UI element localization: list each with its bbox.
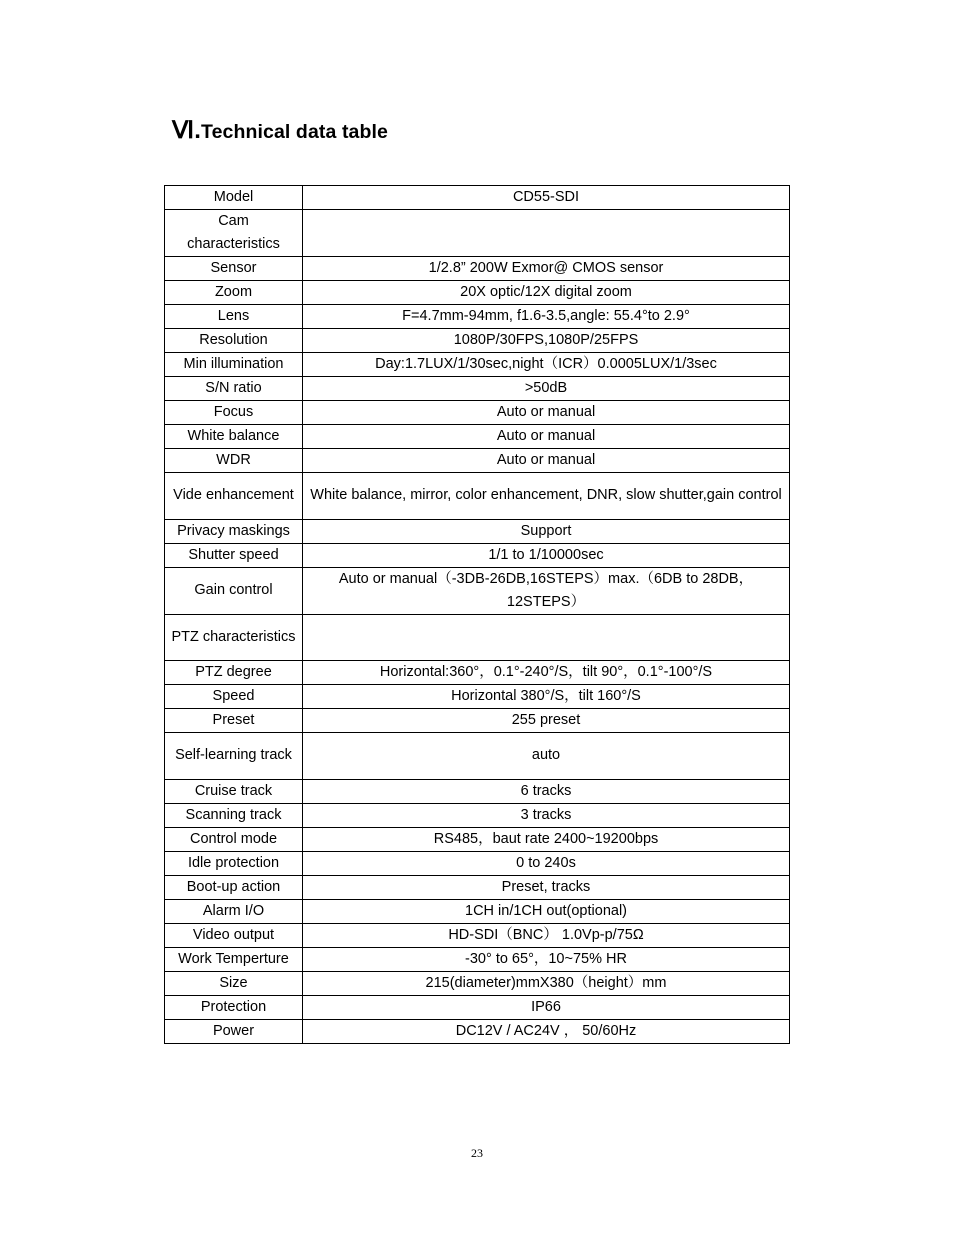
spec-value-cell: 1/1 to 1/10000sec xyxy=(303,543,790,567)
spec-label-cell: S/N ratio xyxy=(165,377,303,401)
table-row xyxy=(165,377,790,401)
table-row xyxy=(165,425,790,449)
table-row xyxy=(165,875,790,899)
spec-value-cell: Day:1.7LUX/1/30sec,night（ICR）0.0005LUX/1/3sec xyxy=(303,353,790,377)
table-row xyxy=(165,519,790,543)
table-row xyxy=(165,401,790,425)
table-row xyxy=(165,329,790,353)
table-row xyxy=(165,923,790,947)
spec-label-cell: Resolution xyxy=(165,329,303,353)
spec-value-cell xyxy=(303,614,790,661)
spec-label-cell: Cam characteristics xyxy=(165,210,303,257)
table-row xyxy=(165,353,790,377)
spec-value-cell: 1080P/30FPS,1080P/25FPS xyxy=(303,329,790,353)
spec-value-cell: IP66 xyxy=(303,995,790,1019)
spec-label-cell: Lens xyxy=(165,305,303,329)
spec-label-cell: WDR xyxy=(165,449,303,473)
table-row xyxy=(165,899,790,923)
spec-value-cell: CD55-SDI xyxy=(303,186,790,210)
spec-value-cell xyxy=(303,210,790,257)
spec-value-cell: 3 tracks xyxy=(303,803,790,827)
spec-label-cell: Sensor xyxy=(165,257,303,281)
spec-label-cell: Model xyxy=(165,186,303,210)
table-row xyxy=(165,995,790,1019)
spec-value-cell: >50dB xyxy=(303,377,790,401)
table-row xyxy=(165,305,790,329)
spec-label-cell: Video output xyxy=(165,923,303,947)
table-row xyxy=(165,473,790,520)
table-row xyxy=(165,779,790,803)
table-row xyxy=(165,257,790,281)
table-row xyxy=(165,971,790,995)
table-row xyxy=(165,543,790,567)
spec-label-cell: Focus xyxy=(165,401,303,425)
spec-label-cell: Boot-up action xyxy=(165,875,303,899)
spec-label-cell: Size xyxy=(165,971,303,995)
spec-label-cell: Zoom xyxy=(165,281,303,305)
spec-label-cell: Power xyxy=(165,1019,303,1043)
spec-label-cell: Speed xyxy=(165,685,303,709)
table-row xyxy=(165,685,790,709)
table-row xyxy=(165,827,790,851)
spec-value-cell: HD-SDI（BNC） 1.0Vp-p/75Ω xyxy=(303,923,790,947)
table-row xyxy=(165,661,790,685)
spec-label-cell: PTZ characteristics xyxy=(165,614,303,661)
spec-label-cell: Preset xyxy=(165,709,303,733)
spec-value-cell: 0 to 240s xyxy=(303,851,790,875)
spec-label-cell: Min illumination xyxy=(165,353,303,377)
table-row xyxy=(165,186,790,210)
section-heading xyxy=(172,116,388,145)
spec-label-cell: Protection xyxy=(165,995,303,1019)
spec-value-cell: Horizontal:360°，0.1°-240°/S，tilt 90°，0.1°-100°/S xyxy=(303,661,790,685)
spec-value-cell: 1CH in/1CH out(optional) xyxy=(303,899,790,923)
spec-label-cell: White balance xyxy=(165,425,303,449)
spec-value-cell: DC12V / AC24V ， 50/60Hz xyxy=(303,1019,790,1043)
spec-value-cell: 215(diameter)mmX380（height）mm xyxy=(303,971,790,995)
spec-value-cell: Auto or manual xyxy=(303,401,790,425)
table-row xyxy=(165,1019,790,1043)
page-number: 23 xyxy=(471,1146,483,1160)
table-row xyxy=(165,614,790,661)
table-row xyxy=(165,709,790,733)
table-row xyxy=(165,449,790,473)
spec-label-cell: Gain control xyxy=(165,567,303,614)
section-numeral: Ⅵ. xyxy=(172,117,202,144)
spec-label-cell: Self-learning track xyxy=(165,733,303,780)
table-row xyxy=(165,851,790,875)
spec-label-cell: Idle protection xyxy=(165,851,303,875)
technical-data-table-body xyxy=(165,186,790,1044)
spec-label-cell: PTZ degree xyxy=(165,661,303,685)
spec-label-cell: Work Temperture xyxy=(165,947,303,971)
table-row xyxy=(165,733,790,780)
spec-value-cell: Horizontal 380°/S，tilt 160°/S xyxy=(303,685,790,709)
spec-value-cell: 1/2.8” 200W Exmor@ CMOS sensor xyxy=(303,257,790,281)
spec-value-cell: RS485，baut rate 2400~19200bps xyxy=(303,827,790,851)
spec-label-cell: Control mode xyxy=(165,827,303,851)
spec-value-cell: 255 preset xyxy=(303,709,790,733)
table-row xyxy=(165,803,790,827)
spec-label-cell: Vide enhancement xyxy=(165,473,303,520)
spec-value-cell: 6 tracks xyxy=(303,779,790,803)
spec-label-cell: Alarm I/O xyxy=(165,899,303,923)
spec-value-cell: 20X optic/12X digital zoom xyxy=(303,281,790,305)
spec-label-cell: Scanning track xyxy=(165,803,303,827)
spec-value-cell: Auto or manual xyxy=(303,449,790,473)
table-row xyxy=(165,210,790,257)
spec-value-cell: F=4.7mm-94mm, f1.6-3.5,angle: 55.4°to 2.9° xyxy=(303,305,790,329)
spec-label-cell: Shutter speed xyxy=(165,543,303,567)
spec-value-cell: Auto or manual xyxy=(303,425,790,449)
spec-value-cell: Preset, tracks xyxy=(303,875,790,899)
spec-value-cell: White balance, mirror, color enhancement, DNR, slow shutter,gain control xyxy=(303,473,790,520)
spec-value-cell: auto xyxy=(303,733,790,780)
spec-label-cell: Privacy maskings xyxy=(165,519,303,543)
section-title: Technical data table xyxy=(201,121,388,143)
table-row xyxy=(165,567,790,614)
table-row xyxy=(165,281,790,305)
spec-value-cell: Auto or manual（-3DB-26DB,16STEPS）max.（6DB to 28DB，12STEPS） xyxy=(303,567,790,614)
spec-label-cell: Cruise track xyxy=(165,779,303,803)
technical-data-table xyxy=(164,185,790,1044)
table-row xyxy=(165,947,790,971)
spec-value-cell: Support xyxy=(303,519,790,543)
spec-value-cell: -30° to 65°，10~75% HR xyxy=(303,947,790,971)
